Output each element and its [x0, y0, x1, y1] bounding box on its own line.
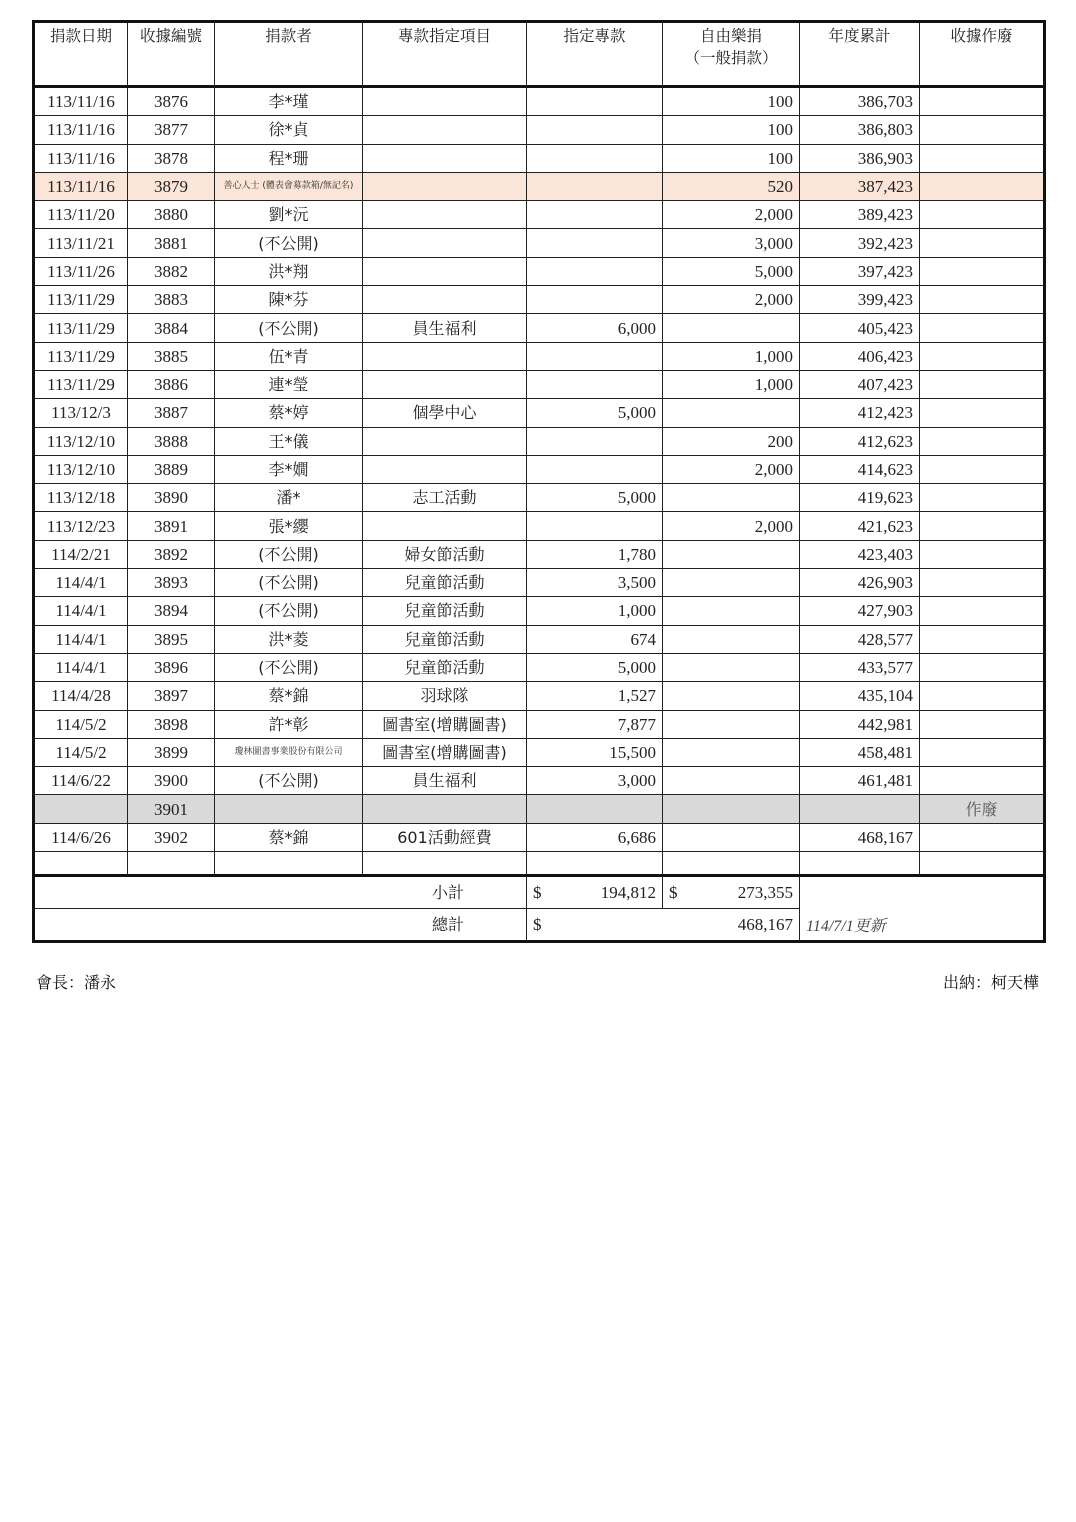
cell-project: 個學中心 [363, 399, 527, 427]
cell-designated [527, 87, 663, 116]
header-general-line2: （一般捐款） [684, 49, 778, 67]
cell-void [920, 427, 1045, 455]
cell-designated: 6,686 [527, 823, 663, 851]
header-receipt-no: 收據編號 [128, 22, 215, 87]
table-row [34, 427, 1045, 455]
cell-receipt: 3892 [128, 540, 215, 568]
table-row [34, 540, 1045, 568]
subtotal-label: 小計 [34, 876, 527, 909]
cell-designated [527, 342, 663, 370]
total-amount [527, 909, 800, 942]
cell-general [663, 682, 800, 710]
blank-cell [800, 852, 920, 876]
cell-cumulative: 442,981 [800, 710, 920, 738]
cell-cumulative: 426,903 [800, 569, 920, 597]
cell-cumulative: 423,403 [800, 540, 920, 568]
cell-date: 114/4/28 [34, 682, 128, 710]
cell-cumulative: 461,481 [800, 767, 920, 795]
table-row [34, 625, 1045, 653]
cell-donor: 蔡*錦 [215, 823, 363, 851]
cell-void [920, 87, 1045, 116]
cell-date: 114/4/1 [34, 653, 128, 681]
cell-date: 113/12/3 [34, 399, 128, 427]
cell-cumulative: 435,104 [800, 682, 920, 710]
cell-void [920, 625, 1045, 653]
cell-project [363, 512, 527, 540]
cell-date [34, 795, 128, 823]
cell-date: 113/12/10 [34, 427, 128, 455]
cell-void [920, 767, 1045, 795]
ledger-body [34, 87, 1045, 852]
cell-receipt: 3887 [128, 399, 215, 427]
cell-general: 1,000 [663, 342, 800, 370]
cell-general: 100 [663, 144, 800, 172]
cell-donor: 王*儀 [215, 427, 363, 455]
cell-date: 114/6/26 [34, 823, 128, 851]
header-general-line1: 自由樂捐 [699, 27, 762, 45]
header-date: 捐款日期 [34, 22, 128, 87]
cell-project [363, 427, 527, 455]
table-row [34, 229, 1045, 257]
cell-receipt: 3901 [128, 795, 215, 823]
cell-general: 2,000 [663, 201, 800, 229]
cell-donor: 張*纓 [215, 512, 363, 540]
cell-receipt: 3880 [128, 201, 215, 229]
cell-project: 兒童節活動 [363, 597, 527, 625]
cell-cumulative: 412,623 [800, 427, 920, 455]
table-row [34, 512, 1045, 540]
cell-void [920, 399, 1045, 427]
cell-general [663, 738, 800, 766]
cell-cumulative: 387,423 [800, 172, 920, 200]
cell-donor: 洪*菱 [215, 625, 363, 653]
cell-cumulative: 386,703 [800, 87, 920, 116]
table-row [34, 144, 1045, 172]
cell-project [363, 229, 527, 257]
cell-designated [527, 201, 663, 229]
cell-cumulative: 412,423 [800, 399, 920, 427]
table-row [34, 767, 1045, 795]
cell-receipt: 3895 [128, 625, 215, 653]
cell-receipt: 3876 [128, 87, 215, 116]
cell-donor: 程*珊 [215, 144, 363, 172]
table-row [34, 172, 1045, 200]
table-row [34, 738, 1045, 766]
cell-date: 113/11/29 [34, 370, 128, 398]
cell-donor: 陳*芬 [215, 286, 363, 314]
cell-project: 員生福利 [363, 767, 527, 795]
table-row [34, 87, 1045, 116]
cell-donor: (不公開) [215, 597, 363, 625]
cell-donor: 善心人士 (體表會募款箱/無記名) [215, 172, 363, 200]
cell-general: 5,000 [663, 257, 800, 285]
cell-date: 114/4/1 [34, 597, 128, 625]
cell-void [920, 738, 1045, 766]
cell-void: 作廢 [920, 795, 1045, 823]
table-row [34, 597, 1045, 625]
cell-date: 114/6/22 [34, 767, 128, 795]
cell-receipt: 3889 [128, 455, 215, 483]
cell-receipt: 3893 [128, 569, 215, 597]
cell-designated [527, 455, 663, 483]
cell-donor: (不公開) [215, 540, 363, 568]
cell-date: 113/11/29 [34, 342, 128, 370]
cell-general [663, 399, 800, 427]
cell-date: 113/11/16 [34, 172, 128, 200]
cell-receipt: 3879 [128, 172, 215, 200]
cell-donor: 徐*貞 [215, 116, 363, 144]
table-row [34, 257, 1045, 285]
cell-cumulative: 399,423 [800, 286, 920, 314]
cell-void [920, 144, 1045, 172]
cell-cumulative: 405,423 [800, 314, 920, 342]
table-row [34, 569, 1045, 597]
cell-receipt: 3896 [128, 653, 215, 681]
table-row [34, 710, 1045, 738]
cell-general: 3,000 [663, 229, 800, 257]
blank-cell [663, 852, 800, 876]
cell-designated [527, 795, 663, 823]
cell-general [663, 710, 800, 738]
cell-general [663, 569, 800, 597]
cell-date: 113/11/26 [34, 257, 128, 285]
table-row [34, 682, 1045, 710]
blank-cell [920, 852, 1045, 876]
cell-project: 圖書室(增購圖書) [363, 738, 527, 766]
cell-project: 羽球隊 [363, 682, 527, 710]
cell-general [663, 540, 800, 568]
cell-receipt: 3882 [128, 257, 215, 285]
total-label: 總計 [34, 909, 527, 942]
cell-donor: 許*彰 [215, 710, 363, 738]
blank-cell [215, 852, 363, 876]
cell-cumulative: 406,423 [800, 342, 920, 370]
cell-project [363, 172, 527, 200]
cell-cumulative: 428,577 [800, 625, 920, 653]
cell-receipt: 3900 [128, 767, 215, 795]
cell-void [920, 484, 1045, 512]
cell-general: 100 [663, 116, 800, 144]
cell-general: 2,000 [663, 512, 800, 540]
cell-designated: 5,000 [527, 399, 663, 427]
cell-cumulative: 386,803 [800, 116, 920, 144]
cell-receipt: 3899 [128, 738, 215, 766]
cell-date: 113/11/29 [34, 314, 128, 342]
cell-project: 兒童節活動 [363, 625, 527, 653]
cell-cumulative: 427,903 [800, 597, 920, 625]
cell-cumulative: 433,577 [800, 653, 920, 681]
cell-designated: 674 [527, 625, 663, 653]
cell-receipt: 3897 [128, 682, 215, 710]
cell-designated: 7,877 [527, 710, 663, 738]
cell-void [920, 257, 1045, 285]
cell-receipt: 3881 [128, 229, 215, 257]
cell-void [920, 116, 1045, 144]
cell-void [920, 314, 1045, 342]
cell-date: 113/11/29 [34, 286, 128, 314]
cell-void [920, 823, 1045, 851]
blank-row [34, 852, 1045, 876]
cell-donor: 李*瑾 [215, 87, 363, 116]
cell-project: 圖書室(增購圖書) [363, 710, 527, 738]
cell-date: 113/11/20 [34, 201, 128, 229]
cell-cumulative: 421,623 [800, 512, 920, 540]
blank-cell [527, 852, 663, 876]
cell-general [663, 823, 800, 851]
cell-date: 113/11/16 [34, 144, 128, 172]
cell-project: 兒童節活動 [363, 653, 527, 681]
cell-designated: 5,000 [527, 653, 663, 681]
cell-designated: 6,000 [527, 314, 663, 342]
cell-designated: 1,780 [527, 540, 663, 568]
cell-date: 113/11/16 [34, 87, 128, 116]
cell-donor: 伍*青 [215, 342, 363, 370]
cell-project: 志工活動 [363, 484, 527, 512]
header-donor: 捐款者 [215, 22, 363, 87]
header-general [663, 22, 800, 87]
cell-donor [215, 795, 363, 823]
cell-general [663, 767, 800, 795]
cell-void [920, 370, 1045, 398]
header-void: 收據作廢 [920, 22, 1045, 87]
donation-ledger-table [32, 20, 1046, 943]
header-cumulative: 年度累計 [800, 22, 920, 87]
cell-donor: 蔡*錦 [215, 682, 363, 710]
cell-cumulative: 386,903 [800, 144, 920, 172]
table-row [34, 653, 1045, 681]
cell-designated: 3,000 [527, 767, 663, 795]
cell-void [920, 597, 1045, 625]
cell-donor: 瓊林圖書事業股份有限公司 [215, 738, 363, 766]
cell-project: 員生福利 [363, 314, 527, 342]
cell-designated [527, 427, 663, 455]
subtotal-designated-value: 194,812 [600, 883, 656, 903]
table-row [34, 399, 1045, 427]
total-amount-value: 468,167 [737, 915, 793, 935]
header-row [34, 22, 1045, 87]
cell-designated: 5,000 [527, 484, 663, 512]
cell-void [920, 540, 1045, 568]
table-row [34, 314, 1045, 342]
cell-cumulative: 392,423 [800, 229, 920, 257]
subtotal-general [663, 876, 800, 909]
cell-receipt: 3884 [128, 314, 215, 342]
cell-designated [527, 144, 663, 172]
cell-project [363, 257, 527, 285]
cell-project [363, 201, 527, 229]
table-row [34, 286, 1045, 314]
cell-donor: (不公開) [215, 229, 363, 257]
cell-general: 520 [663, 172, 800, 200]
cell-date: 114/4/1 [34, 625, 128, 653]
cell-cumulative: 407,423 [800, 370, 920, 398]
cell-date: 113/11/21 [34, 229, 128, 257]
currency-symbol: $ [533, 883, 542, 903]
cell-designated [527, 229, 663, 257]
cell-void [920, 286, 1045, 314]
cell-void [920, 653, 1045, 681]
table-row [34, 201, 1045, 229]
cell-donor: (不公開) [215, 767, 363, 795]
cell-general: 200 [663, 427, 800, 455]
cell-donor: 潘* [215, 484, 363, 512]
blank-cell [128, 852, 215, 876]
cell-cumulative: 458,481 [800, 738, 920, 766]
cell-project [363, 87, 527, 116]
cell-project [363, 286, 527, 314]
cell-donor: (不公開) [215, 569, 363, 597]
cell-designated: 3,500 [527, 569, 663, 597]
currency-symbol: $ [669, 883, 678, 903]
cell-void [920, 682, 1045, 710]
cell-cumulative: 419,623 [800, 484, 920, 512]
cell-receipt: 3898 [128, 710, 215, 738]
cell-receipt: 3891 [128, 512, 215, 540]
cell-cumulative: 397,423 [800, 257, 920, 285]
cell-donor: 蔡*婷 [215, 399, 363, 427]
table-row [34, 823, 1045, 851]
cell-date: 113/12/23 [34, 512, 128, 540]
cell-receipt: 3888 [128, 427, 215, 455]
cell-date: 114/2/21 [34, 540, 128, 568]
cell-general [663, 484, 800, 512]
cell-receipt: 3878 [128, 144, 215, 172]
cell-void [920, 229, 1045, 257]
cell-cumulative: 468,167 [800, 823, 920, 851]
cell-date: 113/12/10 [34, 455, 128, 483]
cell-project: 601活動經費 [363, 823, 527, 851]
cell-donor: (不公開) [215, 314, 363, 342]
chairman-signature: 會長：潘永 [36, 973, 117, 992]
cell-void [920, 569, 1045, 597]
cell-void [920, 172, 1045, 200]
header-project: 專款指定項目 [363, 22, 527, 87]
cell-receipt: 3894 [128, 597, 215, 625]
cell-receipt: 3890 [128, 484, 215, 512]
cell-designated: 1,000 [527, 597, 663, 625]
table-row [34, 342, 1045, 370]
table-row [34, 370, 1045, 398]
currency-symbol: $ [533, 915, 542, 935]
cell-designated [527, 116, 663, 144]
cell-project: 兒童節活動 [363, 569, 527, 597]
header-designated: 指定專款 [527, 22, 663, 87]
cell-void [920, 710, 1045, 738]
cell-project [363, 116, 527, 144]
cell-receipt: 3886 [128, 370, 215, 398]
cell-void [920, 512, 1045, 540]
cell-designated: 15,500 [527, 738, 663, 766]
cell-date: 113/11/16 [34, 116, 128, 144]
cell-receipt: 3885 [128, 342, 215, 370]
cell-designated [527, 512, 663, 540]
cell-donor: (不公開) [215, 653, 363, 681]
cell-designated [527, 172, 663, 200]
cell-project [363, 342, 527, 370]
cell-donor: 洪*翔 [215, 257, 363, 285]
cell-cumulative: 414,623 [800, 455, 920, 483]
cell-void [920, 201, 1045, 229]
cell-date: 113/12/18 [34, 484, 128, 512]
cell-general: 2,000 [663, 286, 800, 314]
table-row [34, 455, 1045, 483]
cell-general [663, 653, 800, 681]
subtotal-row [34, 876, 1045, 909]
cell-cumulative [800, 795, 920, 823]
cell-receipt: 3883 [128, 286, 215, 314]
cell-receipt: 3902 [128, 823, 215, 851]
table-row [34, 484, 1045, 512]
cell-general [663, 314, 800, 342]
cell-donor: 李*嫺 [215, 455, 363, 483]
cell-void [920, 455, 1045, 483]
cell-donor: 連*瑩 [215, 370, 363, 398]
cell-project [363, 455, 527, 483]
cashier-signature: 出納：柯天樺 [942, 973, 1039, 992]
cell-date: 114/5/2 [34, 738, 128, 766]
cell-general [663, 597, 800, 625]
subtotal-general-value: 273,355 [737, 883, 793, 903]
cell-date: 114/4/1 [34, 569, 128, 597]
cell-general: 2,000 [663, 455, 800, 483]
cell-date: 114/5/2 [34, 710, 128, 738]
blank-cell [34, 852, 128, 876]
cell-project [363, 144, 527, 172]
cell-general: 1,000 [663, 370, 800, 398]
table-row [34, 795, 1045, 823]
subtotal-designated [527, 876, 663, 909]
cell-project: 婦女節活動 [363, 540, 527, 568]
cell-void [920, 342, 1045, 370]
cell-designated: 1,527 [527, 682, 663, 710]
cell-donor: 劉*沅 [215, 201, 363, 229]
cell-general: 100 [663, 87, 800, 116]
cell-project [363, 370, 527, 398]
cell-general [663, 795, 800, 823]
cell-cumulative: 389,423 [800, 201, 920, 229]
cell-receipt: 3877 [128, 116, 215, 144]
cell-designated [527, 370, 663, 398]
cell-designated [527, 257, 663, 285]
cell-project [363, 795, 527, 823]
cell-general [663, 625, 800, 653]
cell-designated [527, 286, 663, 314]
update-note: 114/7/1更新 [800, 876, 1045, 942]
table-row [34, 116, 1045, 144]
blank-cell [363, 852, 527, 876]
